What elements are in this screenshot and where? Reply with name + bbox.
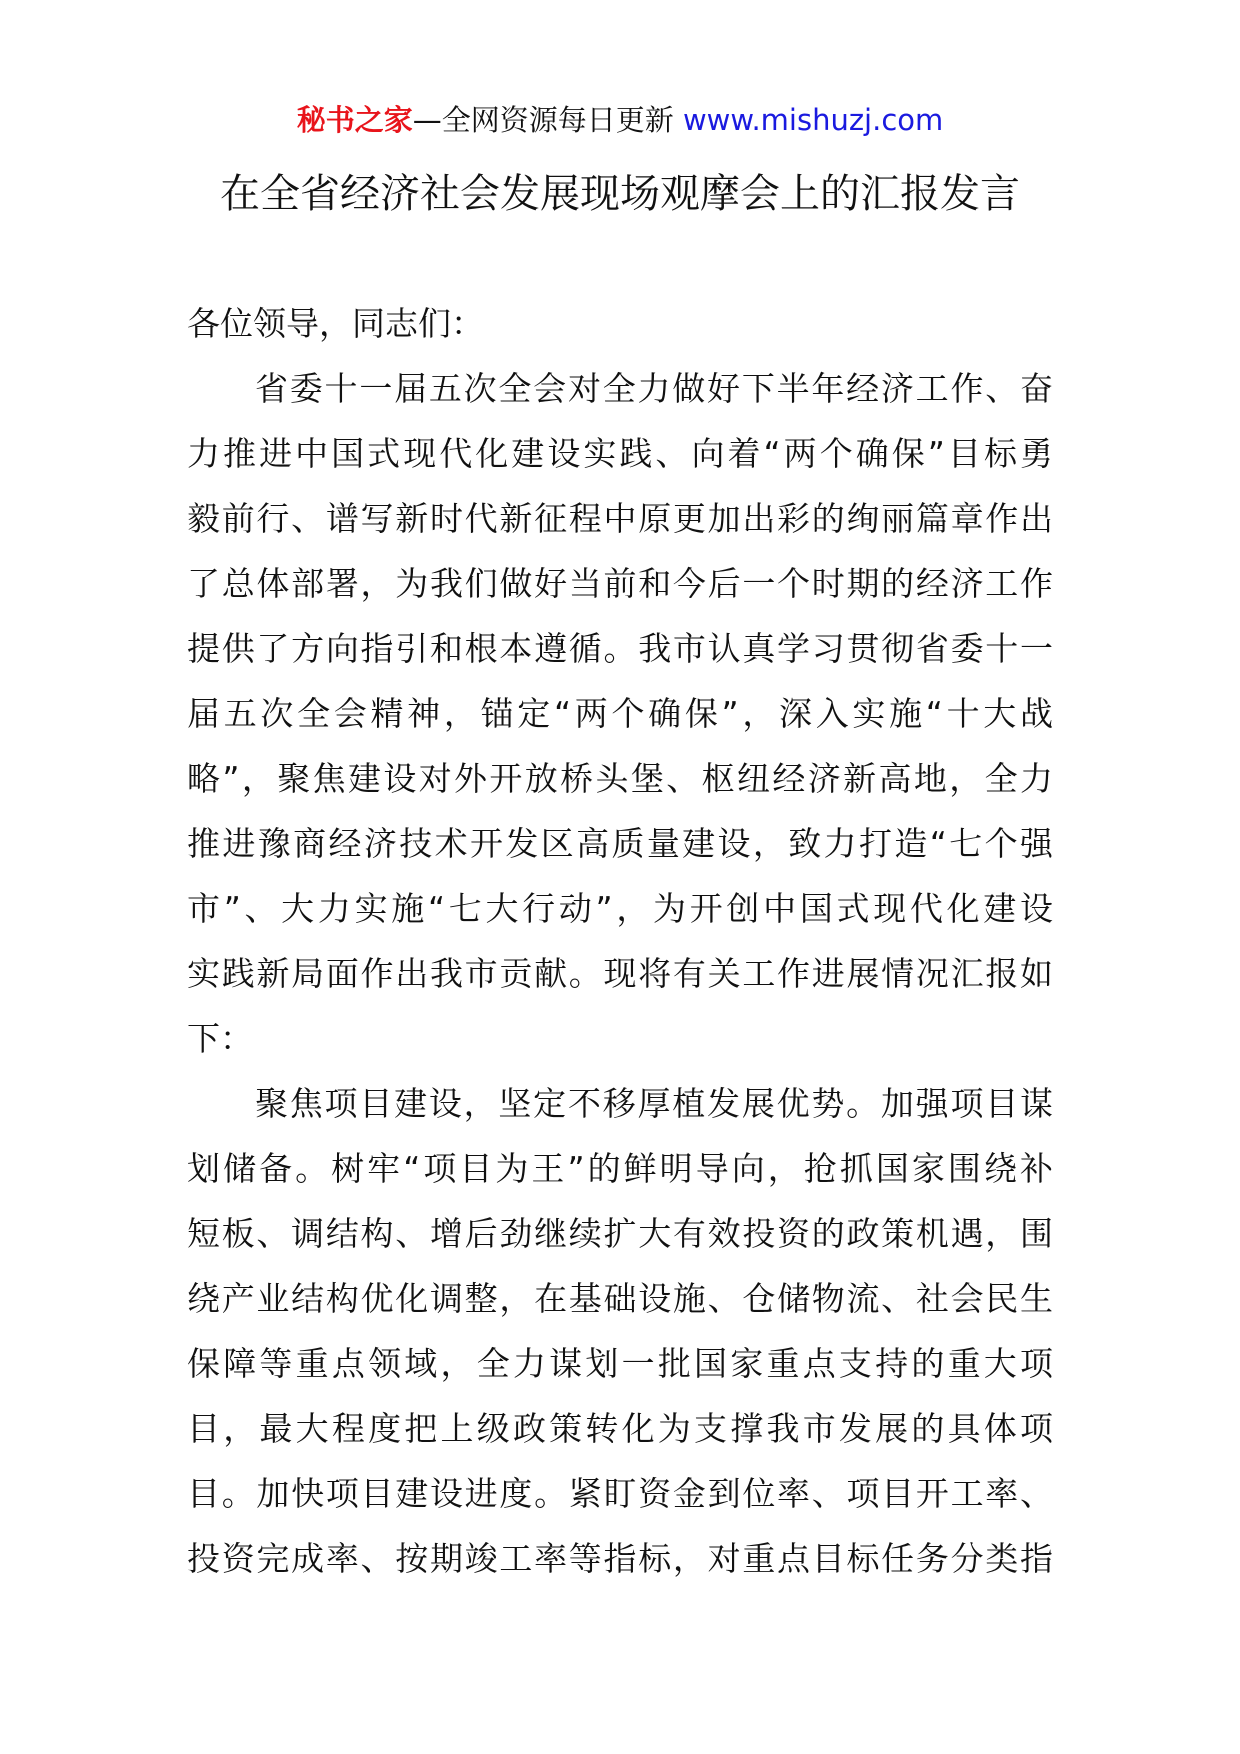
paragraph-projects <box>187 1071 1053 1591</box>
paragraph-line: 保障等重点领域，全力谋划一批国家重点支持的重大项 <box>187 1344 1053 1383</box>
paragraph-intro <box>187 356 1053 1071</box>
paragraph-line: 划储备。树牢“项目为王”的鲜明导向，抢抓国家围绕补 <box>187 1149 1053 1188</box>
paragraph-line: 毅前行、谱写新时代新征程中原更加出彩的绚丽篇章作出 <box>187 499 1053 538</box>
document-body <box>187 291 1053 1591</box>
paragraph-line: 推进豫商经济技术开发区高质量建设，致力打造“七个强 <box>187 824 1053 863</box>
site-url-link[interactable]: www.mishuzj.com <box>682 103 944 137</box>
paragraph-line: 省委十一届五次全会对全力做好下半年经济工作、奋 <box>255 369 1053 408</box>
paragraph-line: 实践新局面作出我市贡献。现将有关工作进展情况汇报如 <box>187 954 1053 993</box>
paragraph-line: 目。加快项目建设进度。紧盯资金到位率、项目开工率、 <box>187 1474 1053 1513</box>
paragraph-line: 力推进中国式现代化建设实践、向着“两个确保”目标勇 <box>187 434 1053 473</box>
salutation: 各位领导，同志们： <box>187 304 484 343</box>
paragraph-line: 届五次全会精神，锚定“两个确保”，深入实施“十大战 <box>187 694 1053 733</box>
document-title: 在全省经济社会发展现场观摩会上的汇报发言 <box>220 171 1020 217</box>
paragraph-line: 目，最大程度把上级政策转化为支撑我市发展的具体项 <box>187 1409 1053 1448</box>
site-tagline: —全网资源每日更新 <box>412 103 674 137</box>
paragraph-line: 了总体部署，为我们做好当前和今后一个时期的经济工作 <box>187 564 1053 603</box>
paragraph-line: 下： <box>187 1019 253 1058</box>
paragraph-line: 聚焦项目建设，坚定不移厚植发展优势。加强项目谋 <box>255 1084 1053 1123</box>
paragraph-line: 短板、调结构、增后劲继续扩大有效投资的政策机遇，围 <box>187 1214 1053 1253</box>
site-header <box>0 100 1240 140</box>
paragraph-line: 绕产业结构优化调整，在基础设施、仓储物流、社会民生 <box>187 1279 1053 1318</box>
paragraph-line: 市”、大力实施“七大行动”，为开创中国式现代化建设 <box>187 889 1053 928</box>
paragraph-line: 提供了方向指引和根本遵循。我市认真学习贯彻省委十一 <box>187 629 1053 668</box>
paragraph-line: 投资完成率、按期竣工率等指标，对重点目标任务分类指 <box>187 1539 1053 1578</box>
paragraph-line: 略”，聚焦建设对外开放桥头堡、枢纽经济新高地，全力 <box>187 759 1053 798</box>
site-brand: 秘书之家 <box>296 103 413 137</box>
